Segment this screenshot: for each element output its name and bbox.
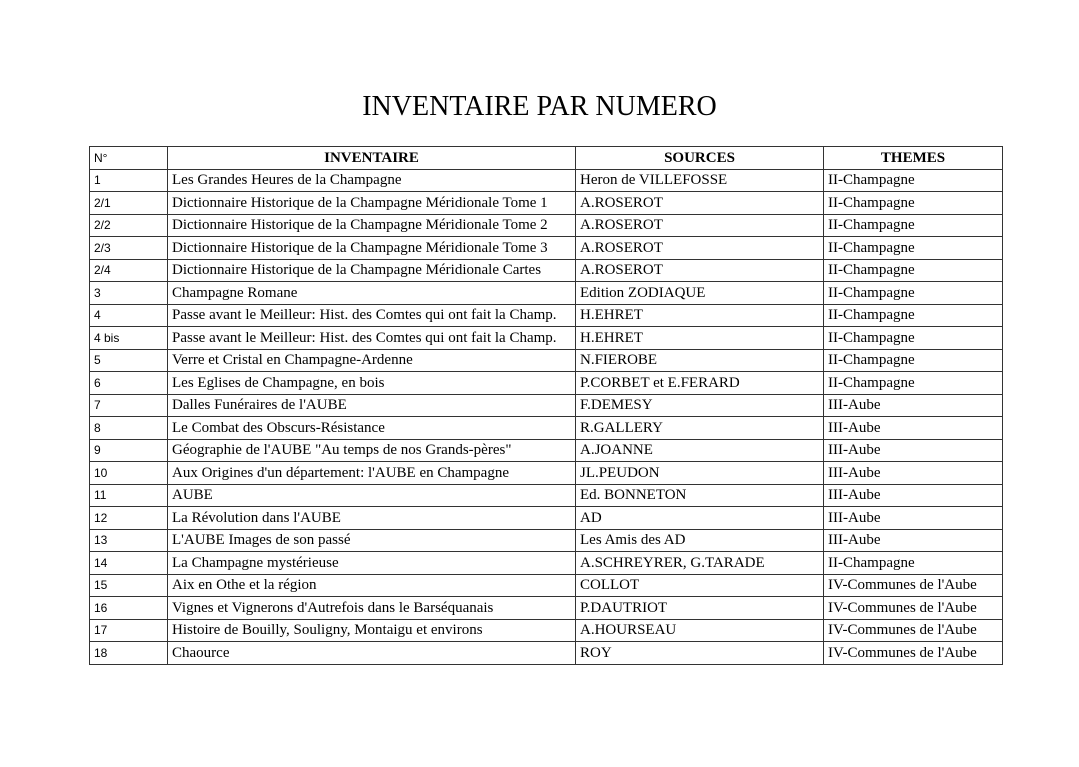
cell-inventaire: Les Grandes Heures de la Champagne	[168, 169, 576, 192]
cell-inventaire: Dictionnaire Historique de la Champagne Méridionale Cartes	[168, 259, 576, 282]
cell-sources: Heron de VILLEFOSSE	[576, 169, 824, 192]
table-row	[90, 327, 1003, 350]
cell-themes: II-Champagne	[824, 372, 1003, 395]
cell-sources: JL.PEUDON	[576, 462, 824, 485]
cell-themes: IV-Communes de l'Aube	[824, 574, 1003, 597]
cell-inventaire: Les Eglises de Champagne, en bois	[168, 372, 576, 395]
cell-num: 17	[90, 619, 168, 642]
cell-inventaire: Le Combat des Obscurs-Résistance	[168, 417, 576, 440]
cell-inventaire: Dictionnaire Historique de la Champagne Méridionale Tome 3	[168, 237, 576, 260]
cell-inventaire: Dictionnaire Historique de la Champagne Méridionale Tome 1	[168, 192, 576, 215]
cell-sources: A.JOANNE	[576, 439, 824, 462]
cell-num: 12	[90, 507, 168, 530]
cell-themes: II-Champagne	[824, 214, 1003, 237]
table-row	[90, 484, 1003, 507]
cell-num: 1	[90, 169, 168, 192]
table-row	[90, 282, 1003, 305]
table-row	[90, 169, 1003, 192]
table-header	[90, 147, 1003, 170]
cell-sources: F.DEMESY	[576, 394, 824, 417]
cell-sources: A.ROSEROT	[576, 192, 824, 215]
cell-sources: R.GALLERY	[576, 417, 824, 440]
table-row	[90, 372, 1003, 395]
cell-num: 7	[90, 394, 168, 417]
cell-sources: Edition ZODIAQUE	[576, 282, 824, 305]
cell-num: 14	[90, 552, 168, 575]
cell-num: 6	[90, 372, 168, 395]
cell-num: 16	[90, 597, 168, 620]
cell-inventaire: Aix en Othe et la région	[168, 574, 576, 597]
column-header-inventaire: INVENTAIRE	[168, 147, 576, 170]
cell-inventaire: La Champagne mystérieuse	[168, 552, 576, 575]
cell-themes: IV-Communes de l'Aube	[824, 619, 1003, 642]
table-row	[90, 439, 1003, 462]
cell-themes: II-Champagne	[824, 327, 1003, 350]
cell-themes: II-Champagne	[824, 169, 1003, 192]
cell-sources: ROY	[576, 642, 824, 665]
table-row	[90, 574, 1003, 597]
table-row	[90, 507, 1003, 530]
cell-themes: II-Champagne	[824, 552, 1003, 575]
cell-inventaire: Vignes et Vignerons d'Autrefois dans le Barséquanais	[168, 597, 576, 620]
header-row	[90, 147, 1003, 170]
cell-sources: Les Amis des AD	[576, 529, 824, 552]
cell-inventaire: L'AUBE Images de son passé	[168, 529, 576, 552]
cell-sources: P.CORBET et E.FERARD	[576, 372, 824, 395]
cell-num: 2/2	[90, 214, 168, 237]
cell-num: 11	[90, 484, 168, 507]
table-row	[90, 259, 1003, 282]
cell-inventaire: Géographie de l'AUBE "Au temps de nos Grands-pères"	[168, 439, 576, 462]
inventory-table	[89, 146, 1003, 665]
cell-inventaire: Passe avant le Meilleur: Hist. des Comtes qui ont fait la Champ.	[168, 327, 576, 350]
cell-num: 18	[90, 642, 168, 665]
cell-inventaire: AUBE	[168, 484, 576, 507]
cell-inventaire: Passe avant le Meilleur: Hist. des Comtes qui ont fait la Champ.	[168, 304, 576, 327]
cell-num: 15	[90, 574, 168, 597]
cell-num: 13	[90, 529, 168, 552]
cell-themes: II-Champagne	[824, 282, 1003, 305]
cell-num: 2/3	[90, 237, 168, 260]
cell-sources: P.DAUTRIOT	[576, 597, 824, 620]
page-title: INVENTAIRE PAR NUMERO	[362, 91, 717, 122]
cell-themes: II-Champagne	[824, 349, 1003, 372]
cell-themes: II-Champagne	[824, 259, 1003, 282]
table-row	[90, 237, 1003, 260]
cell-sources: Ed. BONNETON	[576, 484, 824, 507]
table-row	[90, 642, 1003, 665]
cell-num: 10	[90, 462, 168, 485]
cell-inventaire: Histoire de Bouilly, Souligny, Montaigu et environs	[168, 619, 576, 642]
table-row	[90, 192, 1003, 215]
column-header-themes: THEMES	[824, 147, 1003, 170]
cell-themes: III-Aube	[824, 417, 1003, 440]
cell-inventaire: La Révolution dans l'AUBE	[168, 507, 576, 530]
cell-inventaire: Dalles Funéraires de l'AUBE	[168, 394, 576, 417]
cell-num: 4 bis	[90, 327, 168, 350]
cell-sources: A.ROSEROT	[576, 237, 824, 260]
cell-themes: III-Aube	[824, 529, 1003, 552]
cell-sources: AD	[576, 507, 824, 530]
cell-num: 4	[90, 304, 168, 327]
column-header-num: N°	[90, 147, 168, 170]
cell-sources: A.HOURSEAU	[576, 619, 824, 642]
cell-themes: III-Aube	[824, 394, 1003, 417]
cell-themes: II-Champagne	[824, 237, 1003, 260]
cell-themes: IV-Communes de l'Aube	[824, 642, 1003, 665]
cell-sources: N.FIEROBE	[576, 349, 824, 372]
table-row	[90, 349, 1003, 372]
cell-num: 2/1	[90, 192, 168, 215]
cell-num: 9	[90, 439, 168, 462]
cell-themes: II-Champagne	[824, 192, 1003, 215]
table-row	[90, 394, 1003, 417]
cell-themes: III-Aube	[824, 462, 1003, 485]
cell-sources: H.EHRET	[576, 304, 824, 327]
cell-sources: A.SCHREYRER, G.TARADE	[576, 552, 824, 575]
cell-sources: A.ROSEROT	[576, 259, 824, 282]
table-row	[90, 304, 1003, 327]
cell-num: 2/4	[90, 259, 168, 282]
cell-inventaire: Champagne Romane	[168, 282, 576, 305]
cell-themes: III-Aube	[824, 439, 1003, 462]
table-body	[90, 169, 1003, 664]
cell-themes: IV-Communes de l'Aube	[824, 597, 1003, 620]
cell-inventaire: Chaource	[168, 642, 576, 665]
cell-sources: H.EHRET	[576, 327, 824, 350]
table-row	[90, 529, 1003, 552]
table-row	[90, 597, 1003, 620]
table-row	[90, 214, 1003, 237]
cell-inventaire: Aux Origines d'un département: l'AUBE en Champagne	[168, 462, 576, 485]
table-row	[90, 462, 1003, 485]
cell-sources: COLLOT	[576, 574, 824, 597]
table-row	[90, 619, 1003, 642]
table-row	[90, 417, 1003, 440]
cell-sources: A.ROSEROT	[576, 214, 824, 237]
cell-num: 8	[90, 417, 168, 440]
column-header-sources: SOURCES	[576, 147, 824, 170]
cell-num: 5	[90, 349, 168, 372]
cell-themes: II-Champagne	[824, 304, 1003, 327]
cell-themes: III-Aube	[824, 507, 1003, 530]
cell-inventaire: Verre et Cristal en Champagne-Ardenne	[168, 349, 576, 372]
cell-themes: III-Aube	[824, 484, 1003, 507]
cell-num: 3	[90, 282, 168, 305]
cell-inventaire: Dictionnaire Historique de la Champagne Méridionale Tome 2	[168, 214, 576, 237]
table-row	[90, 552, 1003, 575]
